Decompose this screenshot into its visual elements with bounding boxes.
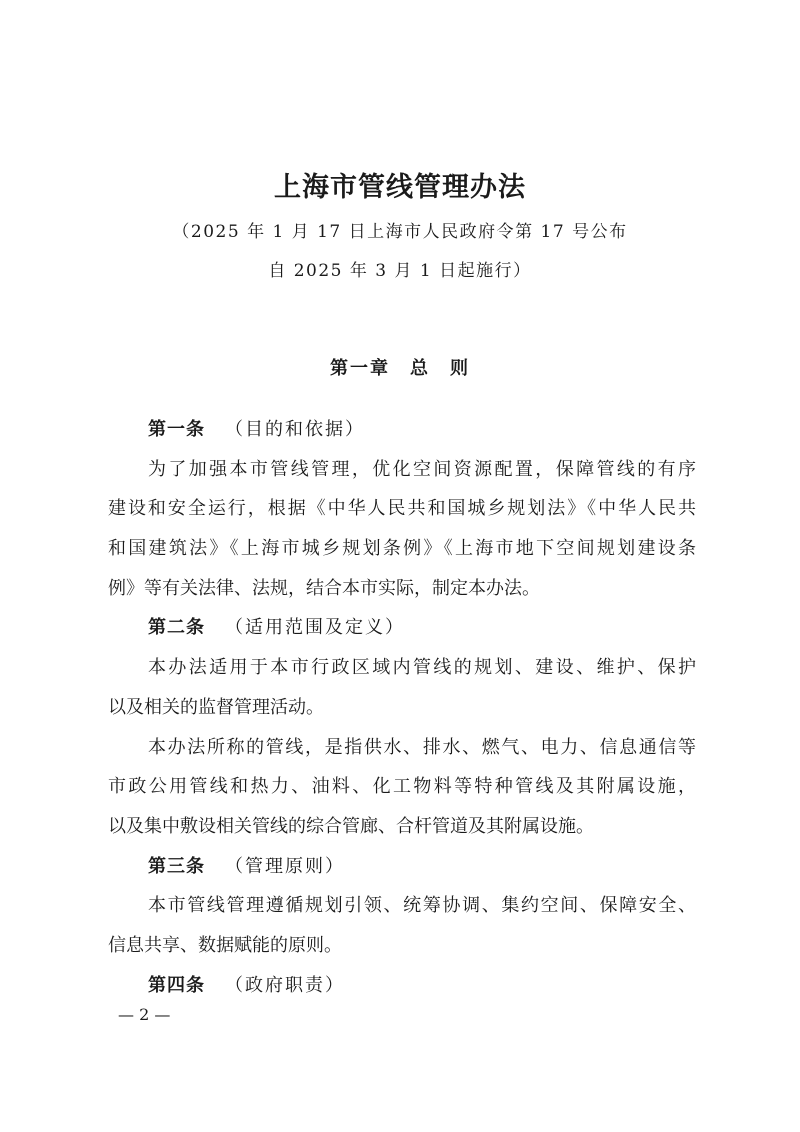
article-title: （政府职责） bbox=[225, 974, 345, 996]
article-label: 第一条 bbox=[148, 419, 205, 440]
chapter-name: 总 则 bbox=[410, 358, 470, 379]
article-heading bbox=[108, 966, 696, 1006]
document-title: 上海市管线管理办法 bbox=[274, 172, 526, 203]
paragraph-line: 市政公用管线和热力、油料、化工物料等特种管线及其附属设施， bbox=[108, 776, 696, 798]
article-heading bbox=[108, 410, 696, 450]
chapter-heading bbox=[0, 354, 800, 384]
article-label: 第二条 bbox=[148, 617, 205, 639]
article-title: （管理原则） bbox=[225, 855, 345, 877]
paragraph-line: 和国建筑法》《上海市城乡规划条例》《上海市地下空间规划建设条 bbox=[108, 538, 696, 560]
article-heading bbox=[108, 847, 696, 887]
document-subtitle-line-2: 自 2025 年 3 月 1 日起施行） bbox=[268, 261, 532, 281]
article-title: （适用范围及定义） bbox=[225, 617, 405, 639]
paragraph-line: 本市管线管理遵循规划引领、统筹协调、集约空间、保障安全、 bbox=[148, 895, 696, 917]
paragraph-line: 例》等有关法律、法规，结合本市实际，制定本办法。 bbox=[108, 577, 540, 599]
chapter-number: 第一章 bbox=[330, 358, 390, 379]
paragraph-line: 本办法所称的管线，是指供水、排水、燃气、电力、信息通信等 bbox=[148, 736, 696, 758]
document-subtitle-line-1: （2025 年 1 月 17 日上海市人民政府令第 17 号公布 bbox=[172, 222, 628, 242]
paragraph-line: 为了加强本市管线管理，优化空间资源配置，保障管线的有序 bbox=[148, 458, 696, 480]
paragraph-line: 以及相关的监督管理活动。 bbox=[108, 696, 324, 718]
page-number: — 2 — bbox=[118, 1005, 171, 1024]
paragraph-line: 信息共享、数据赋能的原则。 bbox=[108, 934, 342, 956]
paragraph-line: 以及集中敷设相关管线的综合管廊、合杆管道及其附属设施。 bbox=[108, 815, 594, 837]
article-label: 第四条 bbox=[148, 974, 205, 996]
paragraph-line: 本办法适用于本市行政区域内管线的规划、建设、维护、保护 bbox=[148, 657, 696, 679]
document-body bbox=[108, 410, 696, 1005]
article-title: （目的和依据） bbox=[225, 419, 365, 440]
article-heading bbox=[108, 608, 696, 648]
article-label: 第三条 bbox=[148, 855, 205, 877]
paragraph-line: 建设和安全运行，根据《中华人民共和国城乡规划法》《中华人民共 bbox=[108, 498, 696, 520]
